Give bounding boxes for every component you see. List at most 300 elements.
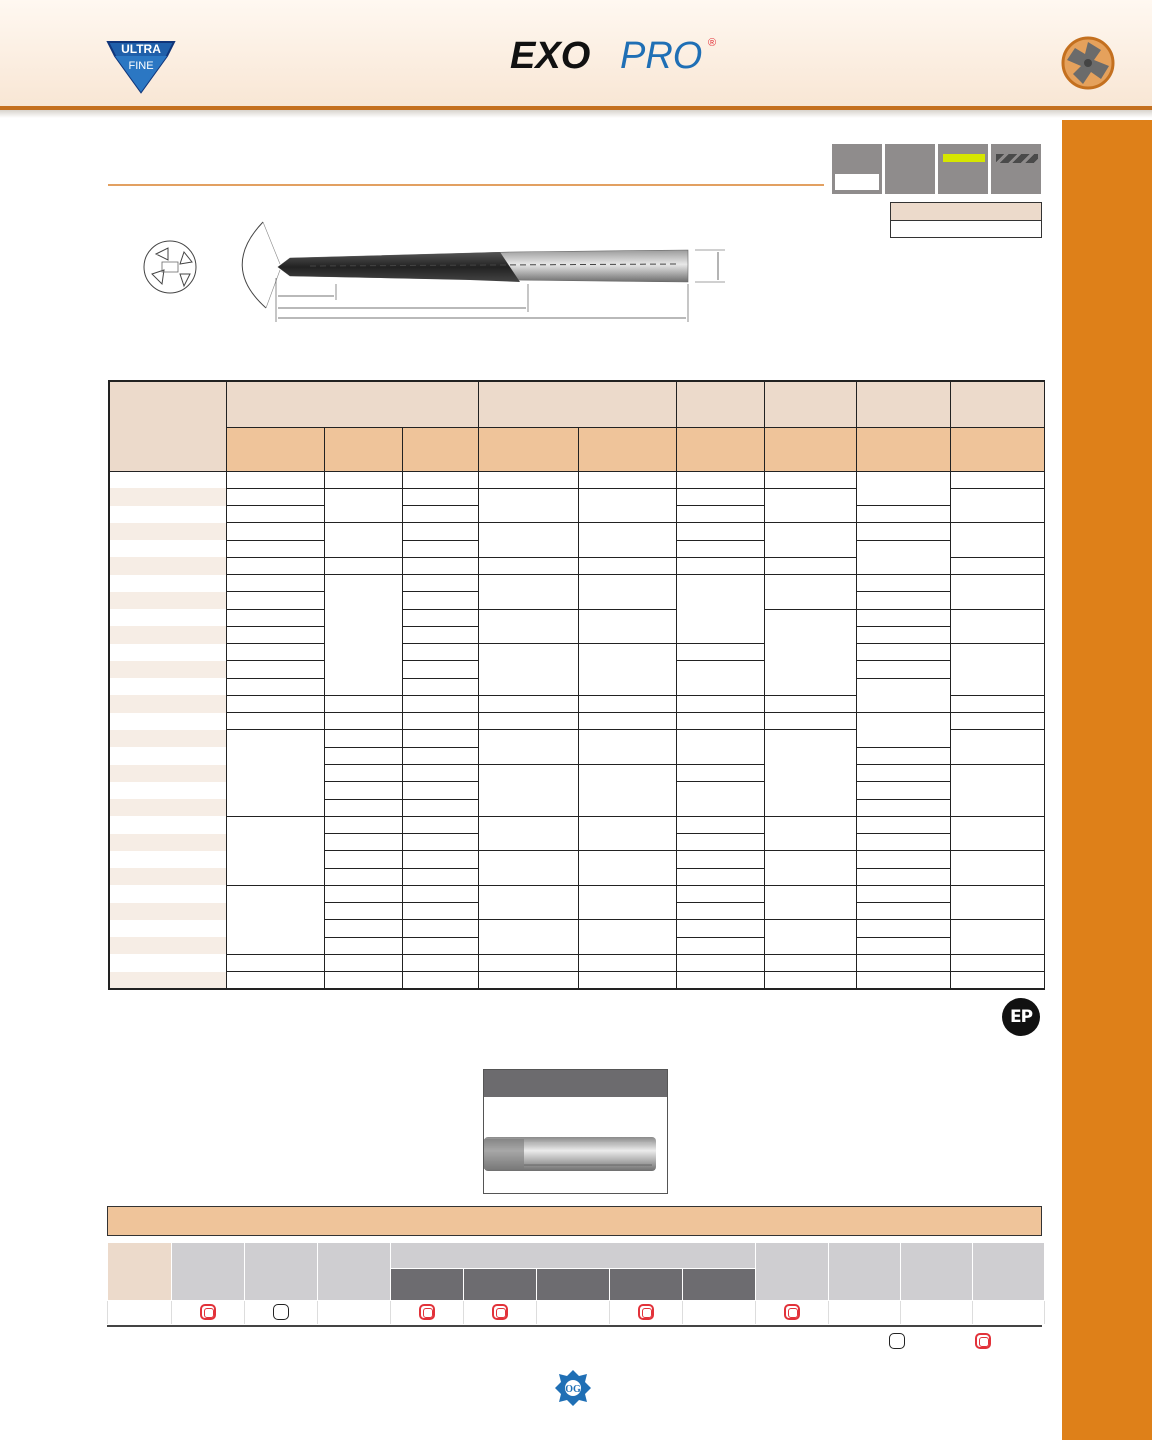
app-row-label bbox=[108, 1301, 172, 1325]
table-cell bbox=[402, 730, 478, 747]
mini-table-header bbox=[891, 203, 1041, 221]
edp-cell bbox=[109, 730, 226, 747]
table-cell bbox=[676, 851, 764, 868]
table-cell bbox=[676, 903, 764, 920]
table-cell bbox=[578, 523, 676, 558]
table-cell bbox=[402, 713, 478, 730]
edp-cell bbox=[109, 644, 226, 661]
table-cell bbox=[226, 972, 324, 989]
table-cell bbox=[226, 678, 324, 695]
table-cell bbox=[676, 575, 764, 644]
table-cell bbox=[676, 488, 764, 505]
table-cell bbox=[764, 557, 856, 574]
app-cell-1 bbox=[172, 1301, 245, 1325]
side-orange-bar bbox=[1062, 120, 1152, 1440]
table-cell bbox=[478, 920, 578, 955]
table-cell bbox=[856, 644, 950, 661]
table-cell bbox=[478, 730, 578, 765]
table-cell bbox=[402, 695, 478, 712]
edp-cell bbox=[109, 506, 226, 523]
red-double-square-icon bbox=[419, 1304, 435, 1320]
edp-cell bbox=[109, 678, 226, 695]
table-cell bbox=[578, 488, 676, 523]
app-cell-2 bbox=[245, 1301, 318, 1325]
app-cell-8 bbox=[683, 1301, 756, 1325]
table-cell bbox=[856, 954, 950, 971]
app-corner-cell bbox=[108, 1243, 172, 1301]
table-cell bbox=[950, 695, 1044, 712]
table-cell bbox=[226, 523, 324, 540]
table-cell bbox=[676, 506, 764, 523]
table-cell bbox=[856, 506, 950, 523]
table-cell bbox=[226, 609, 324, 626]
app-col-12 bbox=[973, 1243, 1045, 1301]
table-cell bbox=[324, 920, 402, 937]
table-cell bbox=[950, 972, 1044, 989]
ultra-fine-logo bbox=[106, 36, 176, 94]
table-cell bbox=[324, 834, 402, 851]
table-cell bbox=[856, 592, 950, 609]
edp-cell bbox=[109, 592, 226, 609]
table-cell bbox=[856, 885, 950, 902]
table-cell bbox=[478, 851, 578, 886]
table-cell bbox=[402, 903, 478, 920]
table-cell bbox=[478, 713, 578, 730]
ultra-logo-top-text: ULTRA bbox=[121, 42, 161, 56]
edp-cell bbox=[109, 799, 226, 816]
app-cell-10 bbox=[829, 1301, 901, 1325]
table-cell bbox=[402, 661, 478, 678]
table-cell bbox=[950, 765, 1044, 817]
table-cell bbox=[402, 868, 478, 885]
app-cell-11 bbox=[901, 1301, 973, 1325]
table-cell bbox=[324, 903, 402, 920]
table-cell bbox=[676, 816, 764, 833]
table-cell bbox=[324, 782, 402, 799]
col-head-flutes bbox=[950, 381, 1044, 427]
svg-text:OG: OG bbox=[565, 1384, 581, 1395]
table-cell bbox=[764, 972, 856, 989]
table-cell bbox=[478, 765, 578, 817]
table-cell bbox=[402, 937, 478, 954]
app-col-11 bbox=[901, 1243, 973, 1301]
table-cell bbox=[578, 954, 676, 971]
edp-cell bbox=[109, 540, 226, 557]
edp-cell bbox=[109, 471, 226, 488]
table-cell bbox=[764, 523, 856, 558]
table-cell bbox=[856, 575, 950, 592]
app-sub-4 bbox=[610, 1269, 683, 1301]
table-cell bbox=[324, 488, 402, 523]
table-cell bbox=[676, 972, 764, 989]
table-cell bbox=[856, 661, 950, 678]
table-row bbox=[109, 885, 1044, 902]
mini-table-row bbox=[891, 221, 1041, 237]
table-cell bbox=[226, 713, 324, 730]
table-cell bbox=[856, 523, 950, 540]
material-block-4-stripe bbox=[996, 154, 1038, 163]
table-cell bbox=[226, 644, 324, 661]
table-row bbox=[109, 471, 1044, 488]
table-cell bbox=[402, 471, 478, 488]
table-cell bbox=[950, 885, 1044, 920]
app-cell-9 bbox=[756, 1301, 829, 1325]
table-cell bbox=[856, 868, 950, 885]
table-cell bbox=[478, 954, 578, 971]
app-sub-3 bbox=[537, 1269, 610, 1301]
table-cell bbox=[402, 782, 478, 799]
table-cell bbox=[478, 523, 578, 558]
table-row bbox=[109, 575, 1044, 592]
specification-table bbox=[108, 380, 1045, 990]
table-cell bbox=[324, 799, 402, 816]
table-cell bbox=[324, 851, 402, 868]
table-cell bbox=[856, 903, 950, 920]
edp-cell bbox=[109, 713, 226, 730]
table-cell bbox=[402, 678, 478, 695]
drill-cross-section-icon bbox=[1061, 36, 1115, 90]
col-head-flute-length bbox=[676, 381, 764, 427]
table-cell bbox=[676, 868, 764, 885]
table-cell bbox=[578, 765, 676, 817]
table-cell bbox=[578, 695, 676, 712]
table-cell bbox=[764, 713, 856, 730]
edp-cell bbox=[109, 954, 226, 971]
table-cell bbox=[856, 471, 950, 506]
table-cell bbox=[856, 972, 950, 989]
edp-cell bbox=[109, 488, 226, 505]
table-cell bbox=[856, 851, 950, 868]
table-cell bbox=[950, 575, 1044, 610]
table-cell bbox=[402, 488, 478, 505]
exopro-logo bbox=[508, 30, 728, 80]
table-cell bbox=[764, 609, 856, 695]
app-cell-5 bbox=[464, 1301, 537, 1325]
table-cell bbox=[856, 678, 950, 713]
edp-cell bbox=[109, 747, 226, 764]
table-cell bbox=[226, 730, 324, 816]
table-cell bbox=[764, 471, 856, 488]
table-cell bbox=[324, 937, 402, 954]
table-cell bbox=[950, 816, 1044, 851]
table-cell bbox=[402, 540, 478, 557]
edp-cell bbox=[109, 868, 226, 885]
table-cell bbox=[478, 488, 578, 523]
brand-pro-text: PRO bbox=[620, 35, 703, 77]
table-row bbox=[109, 523, 1044, 540]
table-cell bbox=[226, 557, 324, 574]
table-cell bbox=[578, 885, 676, 920]
brand-exo-text: EXO bbox=[510, 35, 591, 77]
table-cell bbox=[402, 799, 478, 816]
table-cell bbox=[578, 920, 676, 955]
table-cell bbox=[764, 851, 856, 886]
edp-cell bbox=[109, 523, 226, 540]
col-sub-2 bbox=[324, 427, 402, 471]
table-cell bbox=[764, 920, 856, 955]
edp-cell bbox=[109, 609, 226, 626]
table-cell bbox=[950, 557, 1044, 574]
table-cell bbox=[402, 609, 478, 626]
table-cell bbox=[226, 885, 324, 954]
table-row bbox=[109, 609, 1044, 626]
table-cell bbox=[856, 747, 950, 764]
table-cell bbox=[402, 920, 478, 937]
table-cell bbox=[402, 592, 478, 609]
app-cell-4 bbox=[391, 1301, 464, 1325]
legend-black-square-icon bbox=[889, 1333, 905, 1349]
table-cell bbox=[764, 885, 856, 920]
table-cell bbox=[578, 575, 676, 610]
material-block-1-white-strip bbox=[835, 174, 879, 190]
table-cell bbox=[950, 851, 1044, 886]
table-cell bbox=[856, 920, 950, 937]
table-cell bbox=[676, 695, 764, 712]
table-cell bbox=[764, 730, 856, 816]
table-cell bbox=[478, 885, 578, 920]
table-cell bbox=[226, 592, 324, 609]
table-cell bbox=[578, 972, 676, 989]
table-cell bbox=[324, 730, 402, 747]
table-cell bbox=[478, 609, 578, 644]
material-block-3-highlight bbox=[943, 154, 985, 162]
table-cell bbox=[856, 540, 950, 575]
edp-cell bbox=[109, 765, 226, 782]
table-cell bbox=[950, 523, 1044, 558]
table-cell bbox=[478, 471, 578, 488]
table-cell bbox=[676, 661, 764, 696]
table-cell bbox=[856, 713, 950, 748]
table-cell bbox=[676, 471, 764, 488]
table-cell bbox=[950, 609, 1044, 644]
app-col-3 bbox=[318, 1243, 391, 1301]
edp-cell bbox=[109, 816, 226, 833]
table-cell bbox=[856, 834, 950, 851]
ep-badge: EP bbox=[1002, 998, 1040, 1036]
table-cell bbox=[676, 885, 764, 902]
edp-cell bbox=[109, 851, 226, 868]
end-view-icon bbox=[144, 241, 196, 293]
table-cell bbox=[402, 506, 478, 523]
col-head-overall-length bbox=[764, 381, 856, 427]
table-cell bbox=[676, 834, 764, 851]
application-bottom-rule bbox=[107, 1325, 1042, 1327]
brand-registered-mark: ® bbox=[708, 37, 717, 49]
title-rule bbox=[108, 184, 824, 186]
table-cell bbox=[402, 626, 478, 643]
table-cell bbox=[478, 557, 578, 574]
edp-cell bbox=[109, 661, 226, 678]
table-cell bbox=[402, 523, 478, 540]
table-cell bbox=[676, 730, 764, 765]
edp-cell bbox=[109, 937, 226, 954]
table-cell bbox=[676, 782, 764, 817]
edp-cell bbox=[109, 834, 226, 851]
black-square-icon bbox=[273, 1304, 289, 1320]
table-cell bbox=[578, 730, 676, 765]
table-cell bbox=[676, 540, 764, 557]
table-cell bbox=[676, 765, 764, 782]
table-cell bbox=[402, 851, 478, 868]
table-cell bbox=[226, 661, 324, 678]
table-cell bbox=[676, 644, 764, 661]
table-cell bbox=[764, 695, 856, 712]
table-row bbox=[109, 954, 1044, 971]
table-cell bbox=[578, 609, 676, 644]
table-cell bbox=[764, 575, 856, 610]
table-cell bbox=[676, 937, 764, 954]
table-cell bbox=[578, 644, 676, 696]
table-cell bbox=[324, 471, 402, 488]
table-cell bbox=[324, 765, 402, 782]
col-sub-1 bbox=[226, 427, 324, 471]
col-sub-3 bbox=[402, 427, 478, 471]
application-band bbox=[107, 1206, 1042, 1236]
red-double-square-icon bbox=[200, 1304, 216, 1320]
app-cell-6 bbox=[537, 1301, 610, 1325]
table-cell bbox=[478, 695, 578, 712]
table-cell bbox=[856, 816, 950, 833]
table-cell bbox=[676, 557, 764, 574]
material-block-2 bbox=[885, 144, 935, 194]
table-cell bbox=[856, 937, 950, 954]
red-double-square-icon bbox=[638, 1304, 654, 1320]
table-cell bbox=[402, 747, 478, 764]
header-shadow bbox=[0, 110, 1152, 118]
table-cell bbox=[578, 816, 676, 851]
app-col-group bbox=[391, 1243, 756, 1269]
table-cell bbox=[324, 747, 402, 764]
table-row bbox=[109, 972, 1044, 989]
table-cell bbox=[950, 471, 1044, 488]
table-cell bbox=[950, 713, 1044, 730]
legend-red-double-square-icon bbox=[975, 1333, 991, 1349]
table-cell bbox=[402, 885, 478, 902]
red-double-square-icon bbox=[492, 1304, 508, 1320]
table-row bbox=[109, 816, 1044, 833]
col-sub-9 bbox=[950, 427, 1044, 471]
table-cell bbox=[402, 954, 478, 971]
table-cell bbox=[226, 488, 324, 505]
table-cell bbox=[950, 488, 1044, 523]
table-cell bbox=[856, 782, 950, 799]
table-row bbox=[109, 644, 1044, 661]
col-head-edp bbox=[109, 381, 226, 471]
table-cell bbox=[950, 730, 1044, 765]
col-sub-6 bbox=[676, 427, 764, 471]
application-table bbox=[107, 1242, 1045, 1325]
table-cell bbox=[676, 523, 764, 540]
table-cell bbox=[950, 920, 1044, 955]
app-sub-1 bbox=[391, 1269, 464, 1301]
table-cell bbox=[764, 488, 856, 523]
table-cell bbox=[402, 972, 478, 989]
table-cell bbox=[324, 972, 402, 989]
table-cell bbox=[478, 644, 578, 696]
table-cell bbox=[324, 575, 402, 696]
edp-cell bbox=[109, 626, 226, 643]
table-cell bbox=[324, 816, 402, 833]
app-sub-5 bbox=[683, 1269, 756, 1301]
ultra-logo-bottom-text: FINE bbox=[128, 60, 154, 72]
red-double-square-icon bbox=[784, 1304, 800, 1320]
tolerance-mini-table bbox=[890, 202, 1042, 238]
edp-cell bbox=[109, 972, 226, 989]
table-cell bbox=[226, 695, 324, 712]
app-cell-12 bbox=[973, 1301, 1045, 1325]
table-cell bbox=[578, 851, 676, 886]
table-cell bbox=[226, 540, 324, 557]
table-cell bbox=[676, 954, 764, 971]
table-cell bbox=[226, 471, 324, 488]
app-cell-3 bbox=[318, 1301, 391, 1325]
app-col-10 bbox=[829, 1243, 901, 1301]
col-sub-7 bbox=[764, 427, 856, 471]
col-group-diameter bbox=[226, 381, 478, 427]
edp-cell bbox=[109, 575, 226, 592]
app-col-1 bbox=[172, 1243, 245, 1301]
table-cell bbox=[578, 471, 676, 488]
table-cell bbox=[226, 506, 324, 523]
table-cell bbox=[764, 816, 856, 851]
material-block-3 bbox=[938, 144, 988, 194]
table-cell bbox=[324, 695, 402, 712]
table-cell bbox=[226, 626, 324, 643]
table-cell bbox=[226, 575, 324, 592]
edp-cell bbox=[109, 920, 226, 937]
app-sub-2 bbox=[464, 1269, 537, 1301]
table-cell bbox=[856, 626, 950, 643]
edp-cell bbox=[109, 782, 226, 799]
table-cell bbox=[578, 713, 676, 730]
col-head-shank bbox=[856, 381, 950, 427]
edp-cell bbox=[109, 557, 226, 574]
table-cell bbox=[324, 557, 402, 574]
table-cell bbox=[402, 834, 478, 851]
table-cell bbox=[402, 765, 478, 782]
reamer-photo bbox=[484, 1125, 667, 1185]
table-cell bbox=[402, 575, 478, 592]
col-group-tolerance bbox=[478, 381, 676, 427]
table-cell bbox=[676, 920, 764, 937]
osg-logo bbox=[554, 1369, 592, 1407]
table-cell bbox=[402, 644, 478, 661]
table-cell bbox=[324, 885, 402, 902]
table-cell bbox=[950, 644, 1044, 696]
table-cell bbox=[402, 557, 478, 574]
table-row bbox=[109, 713, 1044, 730]
table-cell bbox=[478, 575, 578, 610]
table-cell bbox=[856, 765, 950, 782]
edp-cell bbox=[109, 885, 226, 902]
material-block-4 bbox=[991, 144, 1041, 194]
table-cell bbox=[950, 954, 1044, 971]
table-cell bbox=[324, 523, 402, 558]
app-cell-7 bbox=[610, 1301, 683, 1325]
edp-cell bbox=[109, 903, 226, 920]
table-cell bbox=[324, 954, 402, 971]
table-cell bbox=[478, 972, 578, 989]
table-cell bbox=[478, 816, 578, 851]
app-col-9 bbox=[756, 1243, 829, 1301]
table-cell bbox=[856, 609, 950, 626]
table-cell bbox=[764, 954, 856, 971]
app-col-2 bbox=[245, 1243, 318, 1301]
col-sub-5 bbox=[578, 427, 676, 471]
table-cell bbox=[856, 799, 950, 816]
reamer-technical-drawing bbox=[140, 212, 740, 332]
table-cell bbox=[226, 816, 324, 885]
